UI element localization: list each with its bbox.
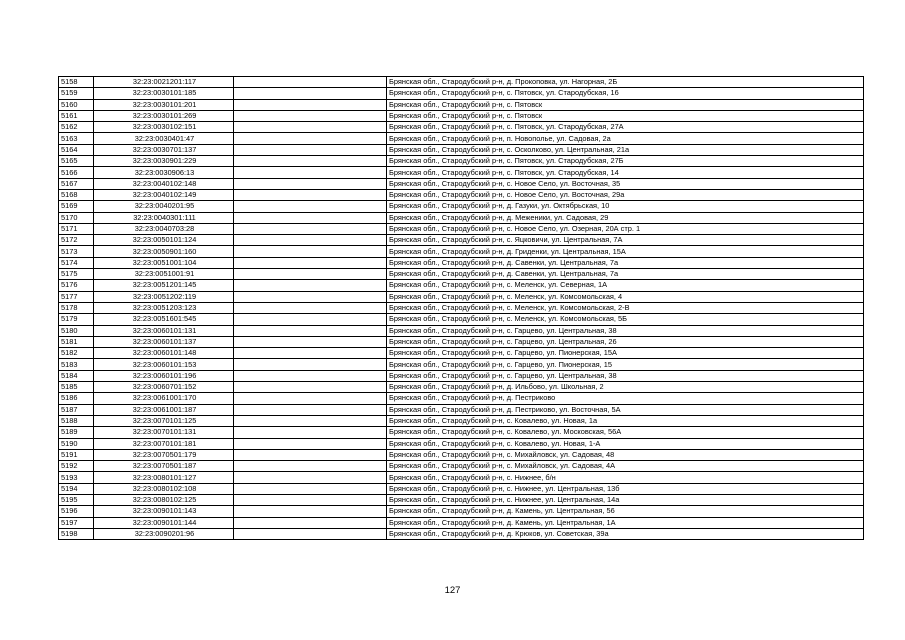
cadastral-number-cell: 32:23:0070501:179: [94, 449, 234, 460]
empty-cell: [234, 302, 387, 313]
registry-table-body: [59, 77, 864, 540]
address-cell: Брянская обл., Стародубский р-н, с. Пятовск, ул. Стародубская, 27Б: [387, 156, 864, 167]
address-cell: Брянская обл., Стародубский р-н, с. Меленск, ул. Комсомольская, 4: [387, 291, 864, 302]
cadastral-number-cell: 32:23:0070501:187: [94, 461, 234, 472]
address-cell: Брянская обл., Стародубский р-н, с. Меленск, ул. Комсомольская, 5Б: [387, 314, 864, 325]
address-cell: Брянская обл., Стародубский р-н, д. Пестриково: [387, 393, 864, 404]
address-cell: Брянская обл., Стародубский р-н, с. Гарцево, ул. Центральная, 38: [387, 325, 864, 336]
address-cell: Брянская обл., Стародубский р-н, с. Нижнее, ул. Центральная, 13б: [387, 483, 864, 494]
table-row: [59, 189, 864, 200]
address-cell: Брянская обл., Стародубский р-н, д. Газуки, ул. Октябрьская, 10: [387, 201, 864, 212]
empty-cell: [234, 393, 387, 404]
empty-cell: [234, 325, 387, 336]
row-number-cell: 5158: [59, 77, 94, 88]
empty-cell: [234, 314, 387, 325]
table-row: [59, 449, 864, 460]
row-number-cell: 5175: [59, 269, 94, 280]
row-number-cell: 5186: [59, 393, 94, 404]
row-number-cell: 5181: [59, 336, 94, 347]
address-cell: Брянская обл., Стародубский р-н, с. Гарцево, ул. Пионерская, 15А: [387, 348, 864, 359]
row-number-cell: 5162: [59, 122, 94, 133]
row-number-cell: 5163: [59, 133, 94, 144]
empty-cell: [234, 144, 387, 155]
table-row: [59, 77, 864, 88]
table-row: [59, 494, 864, 505]
table-row: [59, 235, 864, 246]
row-number-cell: 5189: [59, 427, 94, 438]
address-cell: Брянская обл., Стародубский р-н, д. Пестриково, ул. Восточная, 5А: [387, 404, 864, 415]
address-cell: Брянская обл., Стародубский р-н, с. Пятовск, ул. Стародубская, 14: [387, 167, 864, 178]
cadastral-number-cell: 32:23:0030701:137: [94, 144, 234, 155]
cadastral-number-cell: 32:23:0021201:117: [94, 77, 234, 88]
cadastral-number-cell: 32:23:0090101:144: [94, 517, 234, 528]
empty-cell: [234, 257, 387, 268]
empty-cell: [234, 133, 387, 144]
address-cell: Брянская обл., Стародубский р-н, с. Нижнее, ул. Центральная, 14а: [387, 494, 864, 505]
address-cell: Брянская обл., Стародубский р-н, д. Меженики, ул. Садовая, 29: [387, 212, 864, 223]
cadastral-number-cell: 32:23:0080102:108: [94, 483, 234, 494]
table-row: [59, 269, 864, 280]
table-row: [59, 302, 864, 313]
empty-cell: [234, 483, 387, 494]
address-cell: Брянская обл., Стародубский р-н, д. Крюков, ул. Советская, 39а: [387, 528, 864, 539]
table-row: [59, 393, 864, 404]
table-row: [59, 517, 864, 528]
row-number-cell: 5180: [59, 325, 94, 336]
table-row: [59, 291, 864, 302]
empty-cell: [234, 269, 387, 280]
empty-cell: [234, 528, 387, 539]
cadastral-number-cell: 32:23:0070101:125: [94, 415, 234, 426]
cadastral-number-cell: 32:23:0060101:137: [94, 336, 234, 347]
address-cell: Брянская обл., Стародубский р-н, с. Пятовск: [387, 99, 864, 110]
empty-cell: [234, 449, 387, 460]
table-row: [59, 427, 864, 438]
row-number-cell: 5173: [59, 246, 94, 257]
address-cell: Брянская обл., Стародубский р-н, д. Прокоповка, ул. Нагорная, 2Б: [387, 77, 864, 88]
empty-cell: [234, 212, 387, 223]
table-row: [59, 506, 864, 517]
row-number-cell: 5183: [59, 359, 94, 370]
address-cell: Брянская обл., Стародубский р-н, с. Гарцево, ул. Пионерская, 15: [387, 359, 864, 370]
empty-cell: [234, 201, 387, 212]
empty-cell: [234, 359, 387, 370]
row-number-cell: 5159: [59, 88, 94, 99]
row-number-cell: 5168: [59, 189, 94, 200]
cadastral-number-cell: 32:23:0040102:148: [94, 178, 234, 189]
cadastral-number-cell: 32:23:0061001:170: [94, 393, 234, 404]
property-registry-table: [58, 76, 864, 540]
table-row: [59, 382, 864, 393]
empty-cell: [234, 517, 387, 528]
empty-cell: [234, 246, 387, 257]
table-row: [59, 359, 864, 370]
table-row: [59, 133, 864, 144]
table-row: [59, 280, 864, 291]
page-number: 127: [444, 585, 461, 596]
address-cell: Брянская обл., Стародубский р-н, с. Гарцево, ул. Центральная, 26: [387, 336, 864, 347]
empty-cell: [234, 110, 387, 121]
empty-cell: [234, 280, 387, 291]
row-number-cell: 5194: [59, 483, 94, 494]
table-row: [59, 415, 864, 426]
empty-cell: [234, 404, 387, 415]
row-number-cell: 5191: [59, 449, 94, 460]
table-row: [59, 325, 864, 336]
address-cell: Брянская обл., Стародубский р-н, с. Пятовск: [387, 110, 864, 121]
table-row: [59, 110, 864, 121]
row-number-cell: 5164: [59, 144, 94, 155]
address-cell: Брянская обл., Стародубский р-н, с. Осколково, ул. Центральная, 21а: [387, 144, 864, 155]
row-number-cell: 5172: [59, 235, 94, 246]
row-number-cell: 5193: [59, 472, 94, 483]
cadastral-number-cell: 32:23:0030906:13: [94, 167, 234, 178]
row-number-cell: 5184: [59, 370, 94, 381]
cadastral-number-cell: 32:23:0040201:95: [94, 201, 234, 212]
cadastral-number-cell: 32:23:0090201:96: [94, 528, 234, 539]
empty-cell: [234, 348, 387, 359]
table-row: [59, 144, 864, 155]
table-row: [59, 88, 864, 99]
cadastral-number-cell: 32:23:0050901:160: [94, 246, 234, 257]
cadastral-number-cell: 32:23:0040301:111: [94, 212, 234, 223]
empty-cell: [234, 178, 387, 189]
empty-cell: [234, 438, 387, 449]
row-number-cell: 5187: [59, 404, 94, 415]
table-row: [59, 257, 864, 268]
row-number-cell: 5188: [59, 415, 94, 426]
row-number-cell: 5195: [59, 494, 94, 505]
cadastral-number-cell: 32:23:0060101:153: [94, 359, 234, 370]
address-cell: Брянская обл., Стародубский р-н, п. Новополье, ул. Садовая, 2а: [387, 133, 864, 144]
cadastral-number-cell: 32:23:0080101:127: [94, 472, 234, 483]
address-cell: Брянская обл., Стародубский р-н, д. Камень, ул. Центральная, 1А: [387, 517, 864, 528]
table-row: [59, 472, 864, 483]
row-number-cell: 5174: [59, 257, 94, 268]
row-number-cell: 5182: [59, 348, 94, 359]
address-cell: Брянская обл., Стародубский р-н, с. Пятовск, ул. Стародубская, 27А: [387, 122, 864, 133]
empty-cell: [234, 77, 387, 88]
empty-cell: [234, 189, 387, 200]
table-row: [59, 212, 864, 223]
cadastral-number-cell: 32:23:0040703:28: [94, 223, 234, 234]
address-cell: Брянская обл., Стародубский р-н, с. Новое Село, ул. Восточная, 35: [387, 178, 864, 189]
table-row: [59, 461, 864, 472]
cadastral-number-cell: 32:23:0051001:91: [94, 269, 234, 280]
address-cell: Брянская обл., Стародубский р-н, с. Новое Село, ул. Восточная, 29а: [387, 189, 864, 200]
empty-cell: [234, 472, 387, 483]
row-number-cell: 5169: [59, 201, 94, 212]
cadastral-number-cell: 32:23:0040102:149: [94, 189, 234, 200]
address-cell: Брянская обл., Стародубский р-н, с. Гарцево, ул. Центральная, 38: [387, 370, 864, 381]
cadastral-number-cell: 32:23:0051601:545: [94, 314, 234, 325]
cadastral-number-cell: 32:23:0060101:148: [94, 348, 234, 359]
address-cell: Брянская обл., Стародубский р-н, с. Михайловск, ул. Садовая, 4А: [387, 461, 864, 472]
empty-cell: [234, 167, 387, 178]
table-row: [59, 348, 864, 359]
cadastral-number-cell: 32:23:0051202:119: [94, 291, 234, 302]
empty-cell: [234, 336, 387, 347]
empty-cell: [234, 122, 387, 133]
cadastral-number-cell: 32:23:0050101:124: [94, 235, 234, 246]
cadastral-number-cell: 32:23:0060101:131: [94, 325, 234, 336]
empty-cell: [234, 506, 387, 517]
empty-cell: [234, 223, 387, 234]
row-number-cell: 5160: [59, 99, 94, 110]
table-row: [59, 246, 864, 257]
cadastral-number-cell: 32:23:0051201:145: [94, 280, 234, 291]
row-number-cell: 5176: [59, 280, 94, 291]
cadastral-number-cell: 32:23:0030101:201: [94, 99, 234, 110]
cadastral-number-cell: 32:23:0030401:47: [94, 133, 234, 144]
address-cell: Брянская обл., Стародубский р-н, с. Новое Село, ул. Озерная, 20А стр. 1: [387, 223, 864, 234]
cadastral-number-cell: 32:23:0061001:187: [94, 404, 234, 415]
row-number-cell: 5177: [59, 291, 94, 302]
cadastral-number-cell: 32:23:0030101:185: [94, 88, 234, 99]
address-cell: Брянская обл., Стародубский р-н, д. Камень, ул. Центральная, 56: [387, 506, 864, 517]
empty-cell: [234, 291, 387, 302]
table-row: [59, 483, 864, 494]
cadastral-number-cell: 32:23:0090101:143: [94, 506, 234, 517]
row-number-cell: 5166: [59, 167, 94, 178]
row-number-cell: 5196: [59, 506, 94, 517]
empty-cell: [234, 99, 387, 110]
cadastral-number-cell: 32:23:0070101:181: [94, 438, 234, 449]
address-cell: Брянская обл., Стародубский р-н, с. Нижнее, б/н: [387, 472, 864, 483]
row-number-cell: 5179: [59, 314, 94, 325]
table-row: [59, 336, 864, 347]
row-number-cell: 5171: [59, 223, 94, 234]
empty-cell: [234, 415, 387, 426]
row-number-cell: 5197: [59, 517, 94, 528]
address-cell: Брянская обл., Стародубский р-н, с. Меленск, ул. Северная, 1А: [387, 280, 864, 291]
cadastral-number-cell: 32:23:0080102:125: [94, 494, 234, 505]
table-row: [59, 370, 864, 381]
table-row: [59, 404, 864, 415]
empty-cell: [234, 494, 387, 505]
address-cell: Брянская обл., Стародубский р-н, с. Ковалево, ул. Новая, 1-А: [387, 438, 864, 449]
cadastral-number-cell: 32:23:0060101:196: [94, 370, 234, 381]
table-row: [59, 314, 864, 325]
address-cell: Брянская обл., Стародубский р-н, с. Яцковичи, ул. Центральная, 7А: [387, 235, 864, 246]
address-cell: Брянская обл., Стародубский р-н, д. Гриденки, ул. Центральная, 15А: [387, 246, 864, 257]
empty-cell: [234, 370, 387, 381]
cadastral-number-cell: 32:23:0060701:152: [94, 382, 234, 393]
table-row: [59, 156, 864, 167]
table-row: [59, 528, 864, 539]
address-cell: Брянская обл., Стародубский р-н, с. Ковалево, ул. Новая, 1а: [387, 415, 864, 426]
cadastral-number-cell: 32:23:0070101:131: [94, 427, 234, 438]
table-row: [59, 178, 864, 189]
table-row: [59, 167, 864, 178]
empty-cell: [234, 382, 387, 393]
cadastral-number-cell: 32:23:0030102:151: [94, 122, 234, 133]
address-cell: Брянская обл., Стародубский р-н, с. Меленск, ул. Комсомольская, 2-В: [387, 302, 864, 313]
row-number-cell: 5198: [59, 528, 94, 539]
empty-cell: [234, 156, 387, 167]
row-number-cell: 5165: [59, 156, 94, 167]
address-cell: Брянская обл., Стародубский р-н, д. Ильбово, ул. Школьная, 2: [387, 382, 864, 393]
empty-cell: [234, 88, 387, 99]
table-row: [59, 438, 864, 449]
address-cell: Брянская обл., Стародубский р-н, д. Савенки, ул. Центральная, 7а: [387, 269, 864, 280]
row-number-cell: 5192: [59, 461, 94, 472]
table-row: [59, 201, 864, 212]
row-number-cell: 5190: [59, 438, 94, 449]
address-cell: Брянская обл., Стародубский р-н, с. Михайловск, ул. Садовая, 48: [387, 449, 864, 460]
cadastral-number-cell: 32:23:0051001:104: [94, 257, 234, 268]
address-cell: Брянская обл., Стародубский р-н, с. Пятовск, ул. Стародубская, 16: [387, 88, 864, 99]
cadastral-number-cell: 32:23:0051203:123: [94, 302, 234, 313]
row-number-cell: 5185: [59, 382, 94, 393]
table-row: [59, 122, 864, 133]
empty-cell: [234, 461, 387, 472]
row-number-cell: 5161: [59, 110, 94, 121]
address-cell: Брянская обл., Стародубский р-н, д. Савенки, ул. Центральная, 7а: [387, 257, 864, 268]
table-row: [59, 99, 864, 110]
cadastral-number-cell: 32:23:0030901:229: [94, 156, 234, 167]
row-number-cell: 5170: [59, 212, 94, 223]
row-number-cell: 5167: [59, 178, 94, 189]
empty-cell: [234, 235, 387, 246]
row-number-cell: 5178: [59, 302, 94, 313]
table-row: [59, 223, 864, 234]
address-cell: Брянская обл., Стародубский р-н, с. Ковалево, ул. Московская, 56А: [387, 427, 864, 438]
cadastral-number-cell: 32:23:0030101:269: [94, 110, 234, 121]
empty-cell: [234, 427, 387, 438]
